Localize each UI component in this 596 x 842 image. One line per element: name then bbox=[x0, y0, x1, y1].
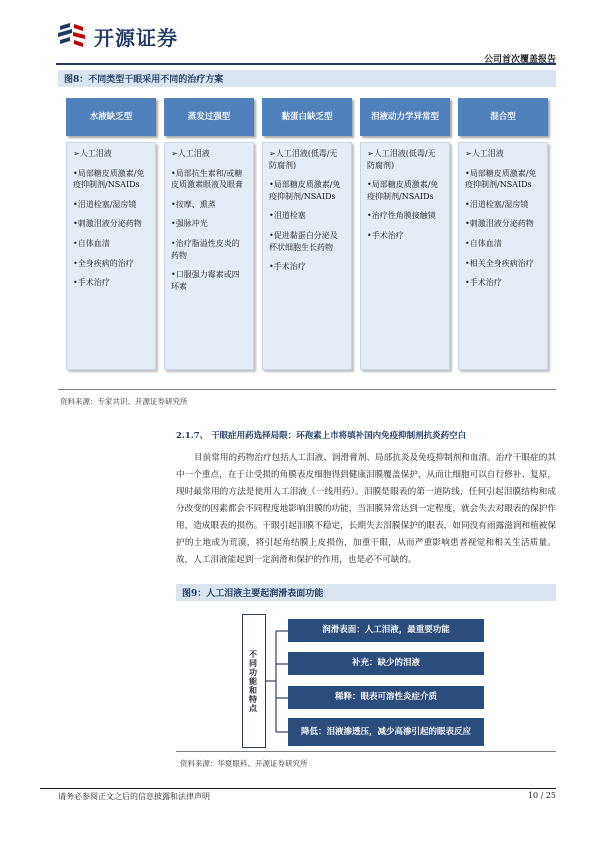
figure9-source: 资料来源：华夏眼科、开源证券研究所 bbox=[180, 759, 308, 768]
function-category-label: 不同功能和特点 bbox=[242, 614, 266, 748]
treatment-item: •刺激泪液分泌药物 bbox=[465, 219, 534, 229]
column-heading: 混合型 bbox=[458, 98, 548, 136]
header-divider bbox=[56, 63, 556, 65]
treatment-item: •强脉冲光 bbox=[171, 219, 208, 229]
treatment-item: •泪道栓塞 bbox=[269, 211, 306, 221]
treatment-item: •局部糖皮质激素/免疫抑制剂/NSAIDs bbox=[73, 168, 145, 190]
function-box: 降低：泪液渗透压，减少高渗引起的眼表反应 bbox=[288, 718, 484, 746]
column-heading: 黏蛋白缺乏型 bbox=[262, 98, 352, 136]
logo-text: 开源证券 bbox=[94, 25, 178, 50]
treatment-item: •按摩、熏蒸 bbox=[171, 199, 216, 209]
function-box: 补充：缺少的泪液 bbox=[288, 652, 484, 675]
treatment-column bbox=[360, 98, 450, 370]
treatment-item: •泪道栓塞/湿房镜 bbox=[465, 199, 529, 209]
brand-logo bbox=[56, 22, 178, 50]
treatment-item: •手术治疗 bbox=[367, 230, 404, 240]
footer-divider bbox=[40, 788, 556, 789]
treatment-item: •口服强力霉素或四环素 bbox=[171, 270, 240, 291]
figure8-source: 资料来源：专家共识、开源证券研究所 bbox=[60, 397, 188, 406]
treatment-item: •促进黏蛋白分泌及杯状细胞生长药物 bbox=[269, 230, 338, 252]
treatment-item: ➢人工泪液 bbox=[465, 149, 504, 158]
treatment-item: •局部糖皮质激素/免疫抑制剂/NSAIDs bbox=[269, 180, 341, 201]
treatment-item: •手术治疗 bbox=[465, 278, 502, 288]
treatment-item: •自体血清 bbox=[73, 238, 110, 248]
treatment-item: ➢人工泪液 bbox=[73, 149, 112, 158]
treatment-item: •局部糖皮质激素/免疫抑制剂/NSAIDs bbox=[465, 168, 537, 190]
treatment-item: ➢人工泪液 bbox=[171, 149, 210, 158]
column-heading: 蒸发过强型 bbox=[164, 98, 254, 136]
column-heading: 水液缺乏型 bbox=[66, 98, 156, 136]
figure8-diagram bbox=[58, 90, 556, 390]
treatment-item: •手术治疗 bbox=[73, 278, 110, 288]
treatment-item: •局部糖皮质激素/免疫抑制剂/NSAIDs bbox=[367, 180, 439, 201]
column-body bbox=[458, 142, 548, 370]
treatment-item: •治疗性角膜接触镜 bbox=[367, 211, 436, 221]
function-box: 润滑表面：人工泪液，最重要功能 bbox=[288, 619, 484, 642]
treatment-column bbox=[262, 98, 352, 370]
treatment-item: •全身疾病的治疗 bbox=[73, 258, 134, 268]
figure8-title: 图8：不同类型干眼采用不同的治疗方案 bbox=[58, 70, 556, 87]
section-heading: 2.1.7、 干眼症用药选择局限：环孢素上市将填补国内免疫抑制剂抗炎药空白 bbox=[176, 431, 467, 441]
treatment-item: •刺激泪液分泌药物 bbox=[73, 219, 142, 229]
treatment-item: •自体血清 bbox=[465, 238, 502, 248]
kaiyuan-logo-icon bbox=[56, 22, 86, 50]
treatment-item: •相关全身疾病治疗 bbox=[465, 258, 534, 268]
column-heading: 泪液动力学异常型 bbox=[360, 98, 450, 136]
figure9-diagram bbox=[176, 604, 556, 752]
treatment-column bbox=[66, 98, 156, 370]
column-body bbox=[360, 142, 450, 370]
footer-disclaimer: 请务必参阅正文之后的信息披露和法律声明 bbox=[58, 792, 210, 801]
function-box: 稀释：眼表可溶性炎症介质 bbox=[288, 686, 484, 709]
page-number: 10 / 25 bbox=[527, 791, 556, 800]
treatment-item: •治疗脂溢性皮炎的药物 bbox=[171, 238, 240, 260]
treatment-item: •手术治疗 bbox=[269, 262, 306, 272]
column-body bbox=[164, 142, 254, 370]
treatment-column bbox=[164, 98, 254, 370]
treatment-item: ➢人工泪液(低毒/无防腐剂) bbox=[367, 149, 436, 170]
treatment-item: •局部抗生素和/或糖皮质激素眼液及眼膏 bbox=[171, 168, 243, 190]
treatment-column bbox=[458, 98, 548, 370]
treatment-item: •泪道栓塞/湿房镜 bbox=[73, 199, 137, 209]
column-body bbox=[262, 142, 352, 370]
column-body bbox=[66, 142, 156, 370]
report-type-label: 公司首次覆盖报告 bbox=[483, 55, 556, 65]
treatment-item: ➢人工泪液(低毒/无防腐剂) bbox=[269, 149, 338, 170]
figure9-title: 图9：人工泪液主要起润滑表面功能 bbox=[176, 584, 556, 601]
body-paragraph: 目前常用的药物治疗包括人工泪液、润滑膏剂、局部抗炎及免疫抑制剂和血清。治疗干眼症的其中一个重点，在于让受损的角膜表皮细胞得到健康泪膜覆盖保护，从而让细胞可以自行修补、复原，现时最常用的方法是使用人工泪液（一线用药）。泪膜是眼表的第一道防线，任何引起泪膜结构和成分改变的因素都会不同程度地影响泪膜的功能，当泪膜异常达到一定程度，就会失去对眼表的保护作用，造成眼表的损伤。干眼引起泪膜不稳定，长期失去泪膜保护的眼表，如同没有雨露滋润和植被保护的土地成为荒漠，将引起角结膜上皮损伤，加重干眼，从而严重影响患者视觉和相关生活质量。故，人工泪液能起到一定润滑和保护的作用，也是必不可缺的。 bbox=[176, 453, 556, 565]
